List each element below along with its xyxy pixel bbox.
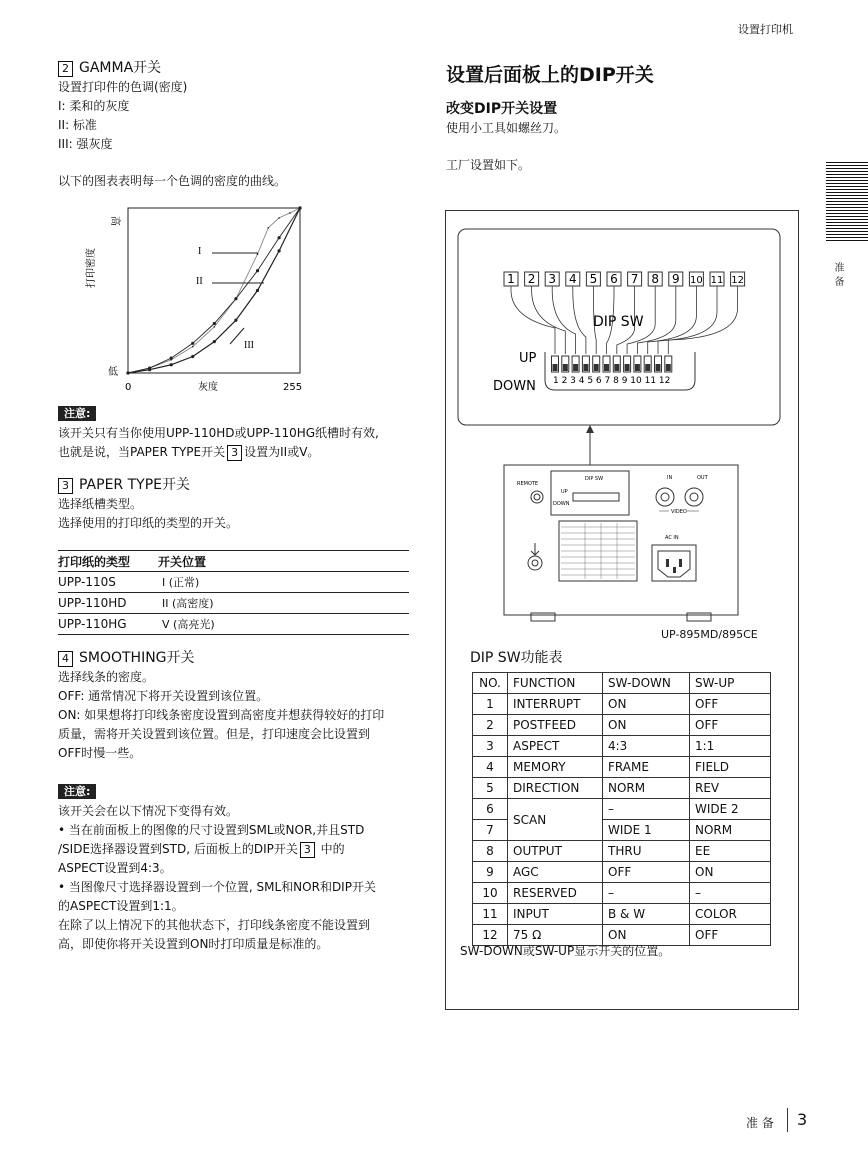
note1-line: 设置为II或V。 (244, 445, 320, 459)
data-point-III (148, 368, 151, 371)
note2-line: • 当图像尺寸选择器设置到一个位置, SML和NOR和DIP开关 (58, 880, 376, 894)
data-point-III (126, 371, 129, 374)
table-cell: UPP-110HG (58, 614, 158, 635)
note1 (58, 402, 379, 462)
side-tab-stripe (826, 186, 868, 187)
table-cell: OFF (603, 862, 690, 883)
series-label-III: III (244, 340, 254, 351)
gamma-line: II: 标准 (58, 118, 97, 132)
side-tab-stripe (826, 177, 868, 178)
table-cell: THRU (603, 841, 690, 862)
table-row (473, 883, 771, 904)
table-row (473, 778, 771, 799)
switch-leader-line (658, 286, 717, 354)
paper-section (58, 475, 238, 533)
data-point-II (213, 322, 216, 325)
table-cell: WIDE 1 (603, 820, 690, 841)
table-cell: UPP-110HD (58, 593, 158, 614)
side-tab-stripe (826, 192, 868, 193)
section-ref: 3 (300, 842, 315, 858)
table-row (58, 593, 409, 614)
table-cell: DIRECTION (508, 778, 603, 799)
table-cell: 12 (473, 925, 508, 946)
note2-line: ASPECT设置到4:3。 (58, 861, 172, 875)
switch-number: 6 (610, 272, 618, 286)
side-tab-stripe (826, 162, 868, 163)
side-tab-stripe (826, 180, 868, 181)
y-axis-label: 打印密度 (86, 248, 97, 288)
table-cell: AGC (508, 862, 603, 883)
table-cell: 1:1 (690, 736, 771, 757)
table-cell: 11 (473, 904, 508, 925)
switch-number: 7 (630, 272, 639, 286)
gamma-chart (86, 200, 320, 400)
table-cell: 3 (473, 736, 508, 757)
table-cell: RESERVED (508, 883, 603, 904)
table-row (473, 715, 771, 736)
dip-toggle-knob (645, 364, 650, 371)
gamma-line: III: 强灰度 (58, 137, 113, 151)
switch-leader-line (573, 286, 586, 354)
down-label: DOWN (493, 379, 536, 394)
table-cell: ON (603, 694, 690, 715)
table-cell: COLOR (690, 904, 771, 925)
smoothing-line: ON: 如果想将打印线条密度设置到高密度并想获得较好的打印 (58, 708, 385, 722)
side-tab-label: 准备 (832, 262, 843, 290)
table-cell: OFF (690, 715, 771, 736)
dip-toggle-knob (573, 364, 578, 371)
table-cell: ON (603, 925, 690, 946)
gamma-section (58, 58, 187, 154)
table-row (473, 904, 771, 925)
dip-toggle-knob (594, 364, 599, 371)
table-row (473, 841, 771, 862)
dip-toggle-knob (614, 364, 619, 371)
switch-leader-line (552, 286, 575, 354)
panel-acin-label: AC IN (665, 535, 679, 541)
table-cell: WIDE 2 (690, 799, 771, 820)
panel-remote-label: REMOTE (517, 481, 539, 487)
side-tab-stripe (826, 234, 868, 235)
side-tab-stripe (826, 210, 868, 211)
table-cell: EE (690, 841, 771, 862)
side-tab-stripe (826, 231, 868, 232)
note1-line: 该开关只有当你使用UPP-110HD或UPP-110HG纸槽时有效, (58, 426, 379, 440)
page-number: 3 (797, 1110, 808, 1129)
side-tab-stripe (826, 204, 868, 205)
panel-video-label: VIDEO (671, 509, 687, 515)
dip-footer-note: SW-DOWN或SW-UP显示开关的位置。 (460, 944, 671, 958)
table-header: SW-DOWN (603, 673, 690, 694)
note2-line: 的ASPECT设置到1:1。 (58, 899, 184, 913)
table-cell: 9 (473, 862, 508, 883)
table-cell: – (690, 883, 771, 904)
smoothing-line: 选择线条的密度。 (58, 670, 155, 684)
note2-line: 高，即使你将开关设置到ON时打印质量是标准的。 (58, 937, 329, 951)
data-point-I (267, 227, 269, 229)
chart-frame (128, 208, 300, 373)
remote-jack-icon (531, 491, 543, 503)
table-header: 打印纸的类型 (58, 551, 158, 572)
data-point-I (214, 326, 216, 328)
table-cell: 2 (473, 715, 508, 736)
table-cell: 5 (473, 778, 508, 799)
data-point-III (234, 319, 237, 322)
panel-up-label: UP (561, 489, 568, 495)
table-cell: POSTFEED (508, 715, 603, 736)
note2-line: 该开关会在以下情况下变得有效。 (58, 804, 239, 818)
side-tab-stripe (826, 183, 868, 184)
table-cell: OFF (690, 694, 771, 715)
table-cell: – (603, 799, 690, 820)
foot-left (531, 613, 555, 621)
series-line-I (128, 208, 300, 373)
side-tab-stripe (826, 201, 868, 202)
switch-number: 4 (568, 272, 577, 286)
side-tab-stripe (826, 237, 868, 238)
small-switch-numbers: 1 2 3 4 5 6 7 8 9 10 11 12 (553, 376, 671, 386)
switch-number: 12 (731, 275, 744, 286)
side-tab-stripe (826, 222, 868, 223)
table-cell: INPUT (508, 904, 603, 925)
table-cell: NORM (690, 820, 771, 841)
panel-outline (504, 465, 738, 615)
table-cell: INTERRUPT (508, 694, 603, 715)
change-title: 改变DIP开关设置 (446, 101, 558, 117)
dip-table-title: DIP SW功能表 (470, 650, 563, 666)
side-tab-stripe (826, 225, 868, 226)
side-tab-stripe (826, 216, 868, 217)
note2-line: 中的 (316, 842, 345, 856)
running-title: 设置打印机 (738, 23, 793, 36)
y-tick-high: 高 (109, 216, 120, 226)
table-row (58, 614, 409, 635)
dip-toggle-knob (583, 364, 588, 371)
table-row (473, 757, 771, 778)
table-cell: 7 (473, 820, 508, 841)
data-point-III (170, 363, 173, 366)
data-point-III (213, 340, 216, 343)
table-cell: SCAN (508, 799, 603, 841)
data-point-I (278, 217, 280, 219)
footer-section: 准 备 (746, 1116, 774, 1130)
data-point-II (191, 342, 194, 345)
page-title: 设置后面板上的DIP开关 (446, 64, 654, 86)
table-cell: ASPECT (508, 736, 603, 757)
rear-panel-diagram (497, 463, 745, 623)
data-point-I (257, 253, 259, 255)
series-line-II (128, 208, 300, 373)
dip-toggle-knob (604, 364, 609, 371)
table-cell: FIELD (690, 757, 771, 778)
dip-toggle-knob (563, 364, 568, 371)
panel-dip-switch (573, 493, 619, 501)
foot-right (687, 613, 711, 621)
table-cell: FRAME (603, 757, 690, 778)
table-header: SW-UP (690, 673, 771, 694)
dip-toggle-knob (666, 364, 671, 371)
data-point-III (277, 249, 280, 252)
x-tick-0: 0 (125, 382, 132, 393)
dip-function-table (472, 672, 771, 946)
note2-line: • 当在前面板上的图像的尺寸设置到SML或NOR,并且STD (58, 823, 365, 837)
paper-title: PAPER TYPE开关 (79, 477, 190, 493)
gamma-line: 设置打印件的色调(密度) (58, 80, 188, 94)
table-cell: MEMORY (508, 757, 603, 778)
ground-icon (531, 543, 539, 555)
note2-line: /SIDE选择器设置到STD, 后面板上的DIP开关 (58, 842, 298, 856)
table-cell: V (高亮光) (158, 614, 409, 635)
change-text: 使用小工具如螺丝刀。 (446, 121, 567, 135)
data-point-III (256, 289, 259, 292)
table-cell: B & W (603, 904, 690, 925)
footer-divider (787, 1108, 788, 1132)
side-tab-bars (826, 162, 868, 243)
section-number: 4 (58, 651, 73, 667)
table-cell: 8 (473, 841, 508, 862)
table-cell: 10 (473, 883, 508, 904)
data-point-III (191, 355, 194, 358)
series-line-III (128, 208, 300, 373)
side-tab-stripe (826, 189, 868, 190)
smoothing-title: SMOOTHING开关 (79, 650, 195, 666)
table-row (473, 694, 771, 715)
side-tab-stripe (826, 171, 868, 172)
table-cell: ON (690, 862, 771, 883)
data-point-II (256, 269, 259, 272)
table-cell: OFF (690, 925, 771, 946)
dip-toggle-knob (635, 364, 640, 371)
side-tab-stripe (826, 174, 868, 175)
gamma-line: I: 柔和的灰度 (58, 99, 130, 113)
panel-down-label: DOWN (553, 501, 570, 507)
data-point-II (170, 357, 173, 360)
leader-III (230, 328, 244, 344)
paper-type-table (58, 550, 409, 635)
switch-number: 8 (651, 272, 660, 286)
video-in-connector-icon (656, 488, 674, 506)
data-point-II (277, 236, 280, 239)
ac-inlet-icon (652, 545, 696, 581)
smoothing-line: OFF: 通常情况下将开关设置到该位置。 (58, 689, 269, 703)
switch-leader-line (668, 286, 737, 354)
dip-toggle-knob (625, 364, 630, 371)
side-tab-stripe (826, 240, 868, 241)
table-cell: II (高密度) (158, 593, 409, 614)
smoothing-section (58, 648, 384, 763)
table-row (473, 736, 771, 757)
table-cell: 4 (473, 757, 508, 778)
note-badge: 注意: (58, 784, 96, 799)
data-point-III (298, 206, 301, 209)
up-label: UP (519, 351, 537, 366)
table-cell: I (正常) (158, 572, 409, 593)
switch-number: 2 (527, 272, 536, 286)
factory-text: 工厂设置如下。 (446, 158, 531, 172)
table-cell: – (603, 883, 690, 904)
note2 (58, 780, 376, 954)
side-tab-stripe (826, 198, 868, 199)
table-cell: NORM (603, 778, 690, 799)
switch-leader-line (532, 286, 566, 354)
table-cell: ON (603, 715, 690, 736)
table-cell: UPP-110S (58, 572, 158, 593)
ground-terminal-icon (528, 556, 542, 570)
smoothing-line: OFF时慢一些。 (58, 746, 142, 760)
data-point-I (289, 212, 291, 214)
model-name: UP-895MD/895CE (661, 628, 758, 641)
section-number: 3 (58, 478, 73, 494)
y-tick-low: 低 (108, 367, 118, 378)
switch-number: 3 (548, 272, 557, 286)
table-row (473, 862, 771, 883)
side-tab-stripe (826, 207, 868, 208)
panel-out-label: OUT (697, 475, 708, 481)
x-tick-255: 255 (283, 382, 303, 393)
chart-intro: 以下的图表表明每一个色调的密度的曲线。 (58, 174, 287, 188)
dip-toggle-knob (553, 364, 558, 371)
paper-line: 选择使用的打印纸的类型的开关。 (58, 516, 239, 530)
table-cell: 1 (473, 694, 508, 715)
arrow-up-icon (582, 425, 598, 467)
paper-line: 选择纸槽类型。 (58, 497, 143, 511)
dip-zoom-diagram (457, 228, 781, 428)
table-cell: 75 Ω (508, 925, 603, 946)
side-tab-stripe (826, 228, 868, 229)
table-header: NO. (473, 673, 508, 694)
series-label-II: II (196, 276, 203, 287)
video-out-connector-icon (685, 488, 703, 506)
note1-line: 也就是说，当PAPER TYPE开关 (58, 445, 226, 459)
table-row (58, 572, 409, 593)
switch-number: 10 (690, 275, 703, 286)
table-header: 开关位置 (158, 551, 409, 572)
table-row (473, 799, 771, 820)
series-label-I: I (198, 246, 202, 257)
data-point-I (192, 346, 194, 348)
data-point-II (234, 297, 237, 300)
table-header-row (473, 673, 771, 694)
note2-line: 在除了以上情况下的其他状态下，打印线条密度不能设置到 (58, 918, 371, 932)
panel-dip-label: DIP SW (585, 476, 604, 482)
section-number: 2 (58, 61, 73, 77)
table-header: FUNCTION (508, 673, 603, 694)
side-tab-stripe (826, 168, 868, 169)
dip-toggle-knob (656, 364, 661, 371)
smoothing-line: 质量，需将开关设置到该位置。但是，打印速度会比设置到 (58, 727, 371, 741)
x-axis-label: 灰度 (198, 382, 218, 393)
side-tab-stripe (826, 165, 868, 166)
side-tab-stripe (826, 195, 868, 196)
note-badge: 注意: (58, 406, 96, 421)
switch-leader-line (511, 286, 555, 354)
switch-number: 5 (589, 272, 598, 286)
switch-number: 9 (671, 272, 680, 286)
switch-number: 1 (507, 272, 515, 286)
switch-number: 11 (710, 275, 724, 286)
table-cell: 4:3 (603, 736, 690, 757)
side-tab-stripe (826, 219, 868, 220)
table-cell: REV (690, 778, 771, 799)
gamma-title: GAMMA开关 (79, 60, 162, 76)
section-ref: 3 (227, 445, 242, 461)
table-cell: OUTPUT (508, 841, 603, 862)
table-cell: 6 (473, 799, 508, 820)
dip-label: DIP SW (593, 314, 644, 330)
side-tab-stripe (826, 213, 868, 214)
panel-in-label: IN (667, 475, 673, 481)
